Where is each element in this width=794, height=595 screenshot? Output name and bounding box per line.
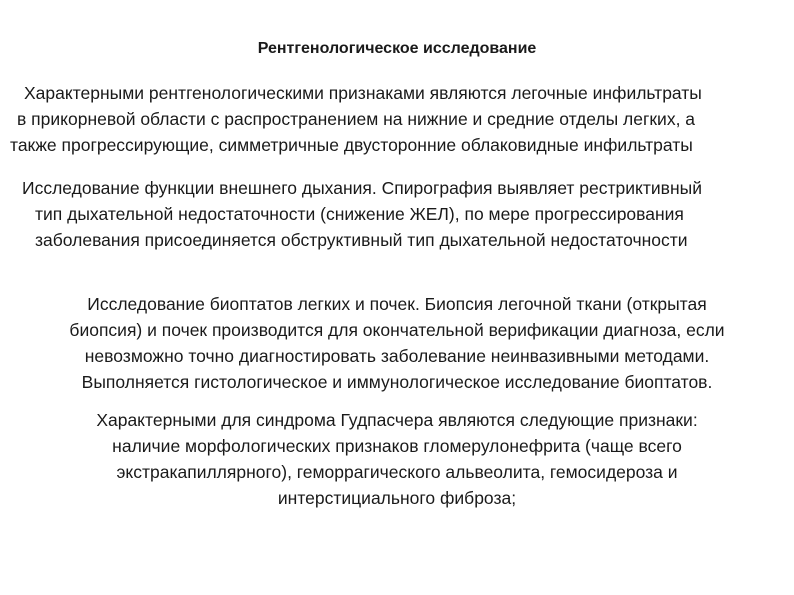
paragraph-radiology: [0, 80, 794, 158]
paragraph-respiratory-function: [0, 175, 794, 253]
paragraph-line: невозможно точно диагностировать заболевание неинвазивными методами.: [84, 346, 710, 366]
paragraph-line: Характерными для синдрома Гудпасчера являются следующие признаки:: [96, 410, 698, 430]
paragraph-line: биопсия) и почек производится для окончательной верификации диагноза, если: [69, 320, 725, 340]
paragraph-line: заболевания присоединяется обструктивный тип дыхательной недостаточности: [35, 230, 688, 250]
paragraph-line: интерстициального фиброза;: [277, 488, 517, 508]
paragraph-line: в прикорневой области с распространением на нижние и средние отделы легких, а: [17, 109, 696, 129]
paragraph-biopsy: [0, 291, 794, 395]
paragraph-line: тип дыхательной недостаточности (снижение ЖЕЛ), по мере прогрессирования: [35, 204, 684, 224]
paragraph-line: Исследование биоптатов легких и почек. Биопсия легочной ткани (открытая: [87, 294, 707, 314]
slide-title: Рентгенологическое исследование: [257, 40, 537, 57]
paragraph-line: экстракапиллярного), геморрагического альвеолита, гемосидероза и: [116, 462, 678, 482]
paragraph-line: также прогрессирующие, симметричные двусторонние облаковидные инфильтраты: [10, 135, 693, 155]
paragraph-line: Характерными рентгенологическими признаками являются легочные инфильтраты: [24, 83, 702, 103]
paragraph-line: наличие морфологических признаков гломерулонефрита (чаще всего: [112, 436, 682, 456]
paragraph-line: Выполняется гистологическое и иммунологическое исследование биоптатов.: [81, 372, 713, 392]
paragraph-line: Исследование функции внешнего дыхания. Спирография выявляет рестриктивный: [22, 178, 702, 198]
paragraph-goodpasture-signs: [0, 407, 794, 511]
